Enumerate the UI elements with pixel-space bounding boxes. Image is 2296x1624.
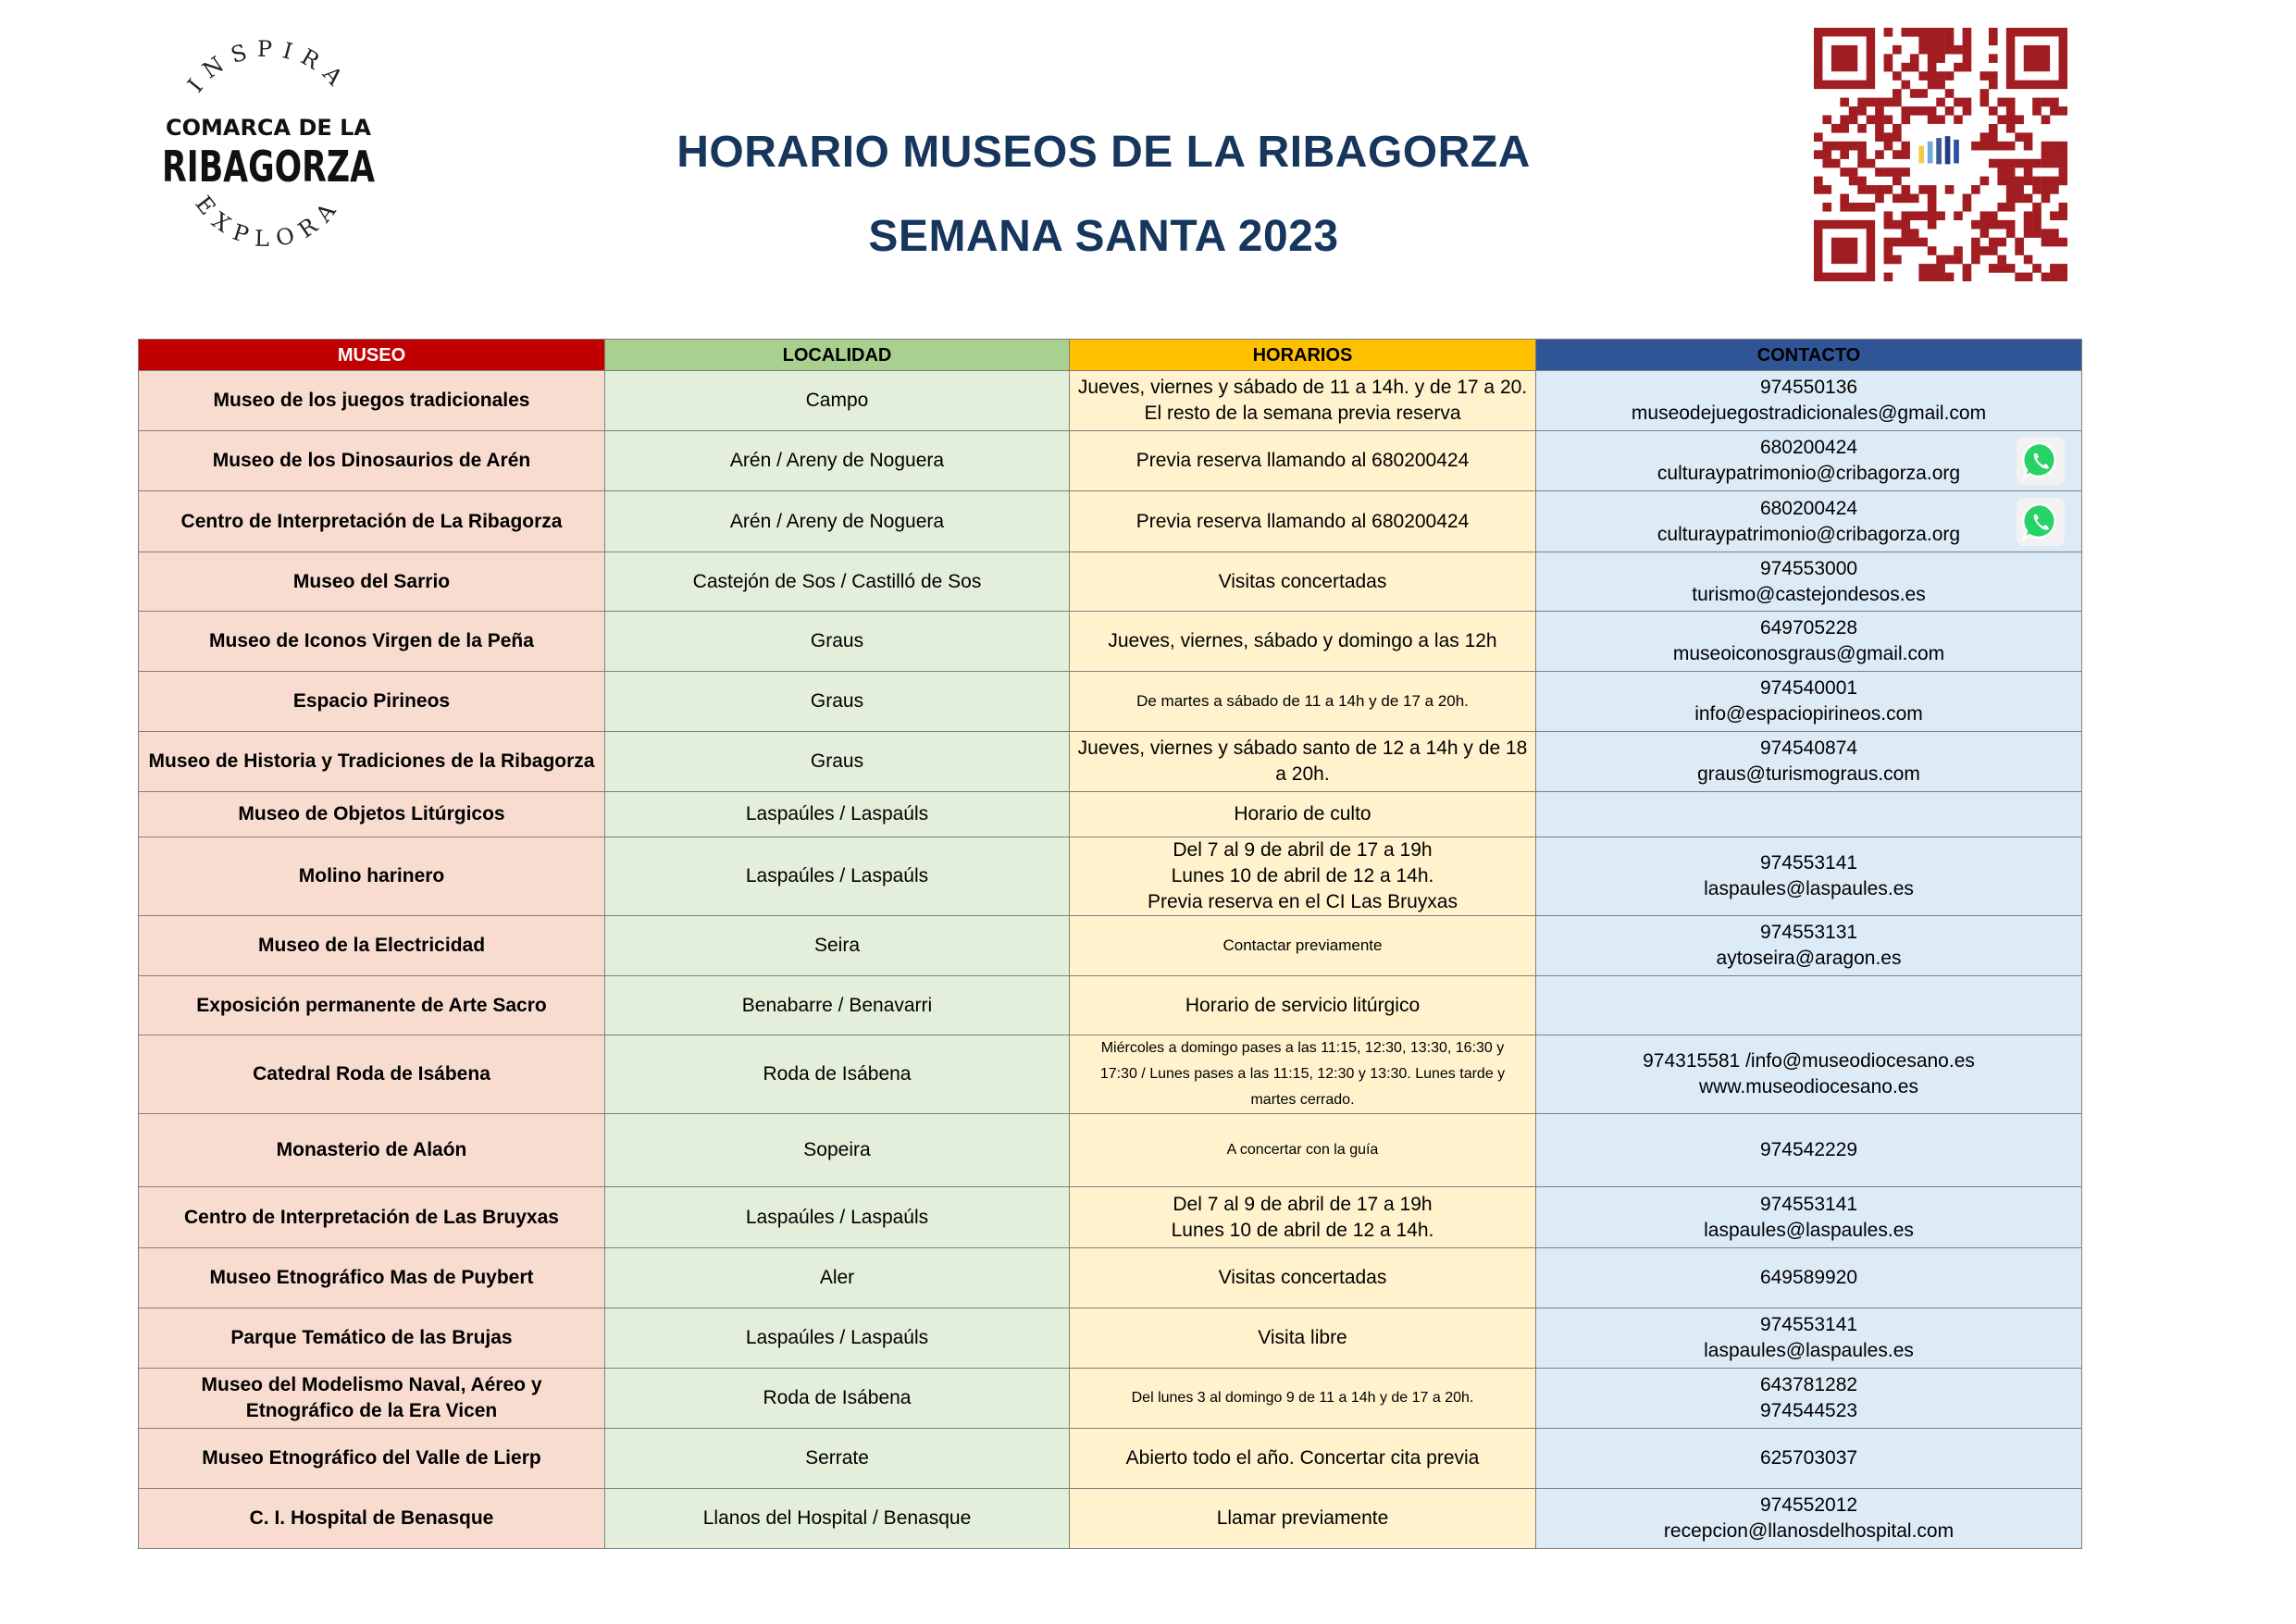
contact-phone[interactable]: 974550136 — [1759, 377, 1858, 398]
museo-cell: Molino harinero — [139, 837, 605, 916]
contact-phone[interactable]: 643781282 — [1759, 1374, 1858, 1395]
contacto-cell — [1536, 552, 2082, 612]
horarios-line: Previa reserva en el CI Las Bruyxas — [1148, 891, 1458, 912]
museo-cell: C. I. Hospital de Benasque — [139, 1489, 605, 1549]
horarios-line: Abierto todo el año. Concertar cita previa — [1125, 1447, 1480, 1469]
table-row — [139, 916, 2082, 976]
contacto-cell — [1536, 371, 2082, 431]
museo-cell: Centro de Interpretación de La Ribagorza — [139, 491, 605, 552]
table-row — [139, 1114, 2082, 1187]
horarios-cell — [1070, 916, 1536, 976]
museo-cell: Museo Etnográfico Mas de Puybert — [139, 1248, 605, 1308]
museo-cell: Exposición permanente de Arte Sacro — [139, 976, 605, 1035]
horarios-cell — [1070, 1035, 1536, 1114]
museo-cell: Monasterio de Alaón — [139, 1114, 605, 1187]
localidad-cell: Laspaúles / Laspaúls — [605, 1187, 1070, 1248]
contact-phone[interactable]: 974540001 — [1759, 677, 1858, 699]
table-row — [139, 1187, 2082, 1248]
horarios-line: Horario de servicio litúrgico — [1185, 994, 1421, 1016]
contact-phone[interactable]: 974542229 — [1759, 1139, 1858, 1160]
horarios-cell — [1070, 732, 1536, 792]
logo-middle-text: COMARCA DE LA — [165, 115, 372, 141]
horarios-line: 17:30 / Lunes pases a las 11:15, 12:30 y 13:30. Lunes tarde y — [1099, 1066, 1506, 1082]
localidad-cell: Serrate — [605, 1429, 1070, 1489]
table-row — [139, 1035, 2082, 1114]
localidad-cell: Laspaúles / Laspaúls — [605, 792, 1070, 837]
table-row — [139, 612, 2082, 672]
museo-cell: Espacio Pirineos — [139, 672, 605, 732]
table-row — [139, 1429, 2082, 1489]
horarios-line: Lunes 10 de abril de 12 a 14h. — [1171, 1219, 1434, 1241]
contacto-cell — [1536, 1035, 2082, 1114]
contact-email[interactable]: museoiconosgraus@gmail.com — [1672, 643, 1945, 664]
contact-phone[interactable]: 974553131 — [1759, 922, 1858, 943]
contacto-cell — [1536, 1489, 2082, 1549]
contacto-cell — [1536, 837, 2082, 916]
horarios-line: Previa reserva llamando al 680200424 — [1136, 510, 1470, 532]
museo-cell: Catedral Roda de Isábena — [139, 1035, 605, 1114]
horarios-cell — [1070, 1308, 1536, 1369]
horarios-line: De martes a sábado de 11 a 14h y de 17 a 20h. — [1136, 692, 1469, 710]
contact-phone[interactable]: 625703037 — [1759, 1447, 1858, 1469]
horarios-cell — [1070, 792, 1536, 837]
contact-email[interactable]: recepcion@llanosdelhospital.com — [1663, 1520, 1955, 1542]
museums-table — [138, 339, 2082, 1549]
horarios-line: Visitas concertadas — [1218, 570, 1387, 592]
horarios-cell — [1070, 431, 1536, 491]
localidad-cell: Campo — [605, 371, 1070, 431]
localidad-cell: Castejón de Sos / Castilló de Sos — [605, 552, 1070, 612]
museo-cell: Parque Temático de las Brujas — [139, 1308, 605, 1369]
table-row — [139, 1248, 2082, 1308]
horarios-cell — [1070, 976, 1536, 1035]
logo-top-text: INSPIRA — [182, 35, 354, 98]
museo-cell: Museo de Iconos Virgen de la Peña — [139, 612, 605, 672]
localidad-cell: Laspaúles / Laspaúls — [605, 837, 1070, 916]
horarios-cell — [1070, 552, 1536, 612]
table-row — [139, 1369, 2082, 1429]
qr-code-icon[interactable] — [1814, 28, 2067, 281]
header-contacto: CONTACTO — [1536, 340, 2082, 371]
table-row — [139, 976, 2082, 1035]
contact-phone[interactable]: 649589920 — [1759, 1267, 1858, 1288]
contacto-cell — [1536, 431, 2082, 491]
contacto-cell — [1536, 672, 2082, 732]
logo-bottom-text: EXPLORA — [190, 191, 347, 253]
contacto-cell — [1536, 1248, 2082, 1308]
contact-email[interactable]: 974544523 — [1759, 1400, 1858, 1421]
localidad-cell: Roda de Isábena — [605, 1035, 1070, 1114]
horarios-line: A concertar con la guía — [1226, 1142, 1379, 1158]
table-row — [139, 431, 2082, 491]
horarios-line: Miércoles a domingo pases a las 11:15, 12:30, 13:30, 16:30 y — [1100, 1040, 1505, 1056]
localidad-cell: Laspaúles / Laspaúls — [605, 1308, 1070, 1369]
contacto-cell — [1536, 1308, 2082, 1369]
table-row — [139, 837, 2082, 916]
horarios-cell — [1070, 1429, 1536, 1489]
contact-phone[interactable]: 974315581 /info@museodiocesano.es — [1643, 1050, 1975, 1072]
contact-email[interactable]: www.museodiocesano.es — [1699, 1076, 1918, 1097]
contact-email[interactable]: museodejuegostradicionales@gmail.com — [1631, 403, 1987, 424]
table-row — [139, 1308, 2082, 1369]
contact-email[interactable]: laspaules@laspaules.es — [1704, 1340, 1914, 1361]
localidad-cell: Llanos del Hospital / Benasque — [605, 1489, 1070, 1549]
whatsapp-icon[interactable] — [2017, 498, 2065, 546]
horarios-line: Del 7 al 9 de abril de 17 a 19h — [1173, 839, 1433, 861]
museo-cell: Museo de Historia y Tradiciones de la Ribagorza — [139, 732, 605, 792]
table-row — [139, 371, 2082, 431]
localidad-cell: Graus — [605, 612, 1070, 672]
contact-email[interactable]: turismo@castejondesos.es — [1692, 583, 1926, 605]
horarios-cell — [1070, 1187, 1536, 1248]
horarios-line: Jueves, viernes, sábado y domingo a las 12h — [1108, 630, 1497, 651]
horarios-line: Jueves, viernes y sábado de 11 a 14h. y de 17 a 20. — [1077, 377, 1528, 398]
horarios-line: Jueves, viernes y sábado santo de 12 a 14h y de 18 — [1077, 738, 1528, 759]
localidad-cell: Roda de Isábena — [605, 1369, 1070, 1429]
contacto-cell — [1536, 732, 2082, 792]
horarios-cell — [1070, 1114, 1536, 1187]
contacto-cell — [1536, 1369, 2082, 1429]
localidad-cell: Benabarre / Benavarri — [605, 976, 1070, 1035]
horarios-line: Del 7 al 9 de abril de 17 a 19h — [1173, 1193, 1433, 1215]
contact-email[interactable]: aytoseira@aragon.es — [1716, 948, 1902, 969]
localidad-cell: Seira — [605, 916, 1070, 976]
logo-main-text: RIBAGORZA — [162, 142, 376, 192]
table-row — [139, 552, 2082, 612]
svg-text:INSPIRA — [182, 36, 354, 97]
horarios-line: Visitas concertadas — [1218, 1267, 1387, 1288]
contact-phone[interactable]: 680200424 — [1759, 497, 1858, 519]
table-row — [139, 672, 2082, 732]
contact-email[interactable]: graus@turismograus.com — [1697, 763, 1920, 785]
contact-phone[interactable]: 680200424 — [1759, 437, 1858, 458]
table-row — [139, 1489, 2082, 1549]
horarios-line: Contactar previamente — [1222, 936, 1383, 954]
contacto-cell — [1536, 1187, 2082, 1248]
localidad-cell: Aler — [605, 1248, 1070, 1308]
horarios-cell — [1070, 1248, 1536, 1308]
header-horarios: HORARIOS — [1070, 340, 1536, 371]
horarios-cell — [1070, 1489, 1536, 1549]
contact-email[interactable]: info@espaciopirineos.com — [1694, 703, 1923, 725]
table-header-row — [139, 340, 2082, 371]
localidad-cell: Graus — [605, 732, 1070, 792]
table-row — [139, 792, 2082, 837]
contacto-cell — [1536, 792, 2082, 837]
contact-phone[interactable]: 974553141 — [1759, 852, 1858, 874]
contact-email[interactable]: culturaypatrimonio@cribagorza.org — [1657, 523, 1961, 545]
horarios-cell — [1070, 672, 1536, 732]
contact-phone[interactable]: 974540874 — [1759, 738, 1858, 759]
horarios-line: martes cerrado. — [1250, 1092, 1355, 1108]
localidad-cell: Graus — [605, 672, 1070, 732]
horarios-line: Previa reserva llamando al 680200424 — [1136, 450, 1470, 471]
horarios-line: Visita libre — [1258, 1327, 1347, 1348]
contacto-cell — [1536, 612, 2082, 672]
contact-phone[interactable]: 974553141 — [1759, 1314, 1858, 1335]
horarios-cell — [1070, 371, 1536, 431]
localidad-cell: Sopeira — [605, 1114, 1070, 1187]
page-title: HORARIO MUSEOS DE LA RIBAGORZA — [676, 128, 1531, 177]
horarios-line: El resto de la semana previa reserva — [1144, 403, 1461, 424]
contact-phone[interactable]: 974553000 — [1759, 557, 1858, 579]
horarios-cell — [1070, 491, 1536, 552]
horarios-line: Horario de culto — [1234, 803, 1371, 824]
horarios-cell — [1070, 612, 1536, 672]
contact-email[interactable]: laspaules@laspaules.es — [1704, 1219, 1914, 1241]
header-localidad: LOCALIDAD — [605, 340, 1070, 371]
localidad-cell: Arén / Areny de Noguera — [605, 431, 1070, 491]
horarios-line: Llamar previamente — [1216, 1507, 1389, 1529]
horarios-cell — [1070, 837, 1536, 916]
header-museo: MUSEO — [139, 340, 605, 371]
contact-phone[interactable]: 649705228 — [1759, 617, 1858, 638]
museo-cell: Museo de la Electricidad — [139, 916, 605, 976]
contact-phone[interactable]: 974552012 — [1759, 1494, 1858, 1516]
horarios-cell — [1070, 1369, 1536, 1429]
page-subtitle: SEMANA SANTA 2023 — [868, 212, 1339, 261]
museo-cell: Museo Etnográfico del Valle de Lierp — [139, 1429, 605, 1489]
contact-email[interactable]: culturaypatrimonio@cribagorza.org — [1657, 463, 1961, 484]
contacto-cell — [1536, 976, 2082, 1035]
contacto-cell — [1536, 1429, 2082, 1489]
museo-cell: Centro de Interpretación de Las Bruyxas — [139, 1187, 605, 1248]
table-row — [139, 491, 2082, 552]
contact-phone[interactable]: 974553141 — [1759, 1193, 1858, 1215]
museo-cell: Museo de Objetos Litúrgicos — [139, 792, 605, 837]
contacto-cell — [1536, 1114, 2082, 1187]
horarios-line: Del lunes 3 al domingo 9 de 11 a 14h y de 17 a 20h. — [1131, 1390, 1474, 1406]
museo-cell: Museo de los juegos tradicionales — [139, 371, 605, 431]
horarios-line: Lunes 10 de abril de 12 a 14h. — [1171, 865, 1434, 886]
horarios-line: a 20h. — [1275, 763, 1330, 785]
whatsapp-icon[interactable] — [2017, 437, 2065, 485]
museo-cell: Museo del Modelismo Naval, Aéreo y Etnográfico de la Era Vicen — [139, 1369, 605, 1429]
localidad-cell: Arén / Areny de Noguera — [605, 491, 1070, 552]
museo-cell: Museo del Sarrio — [139, 552, 605, 612]
contact-email[interactable]: laspaules@laspaules.es — [1704, 878, 1914, 899]
museo-cell: Museo de los Dinosaurios de Arén — [139, 431, 605, 491]
contacto-cell — [1536, 491, 2082, 552]
table-row — [139, 732, 2082, 792]
contacto-cell — [1536, 916, 2082, 976]
